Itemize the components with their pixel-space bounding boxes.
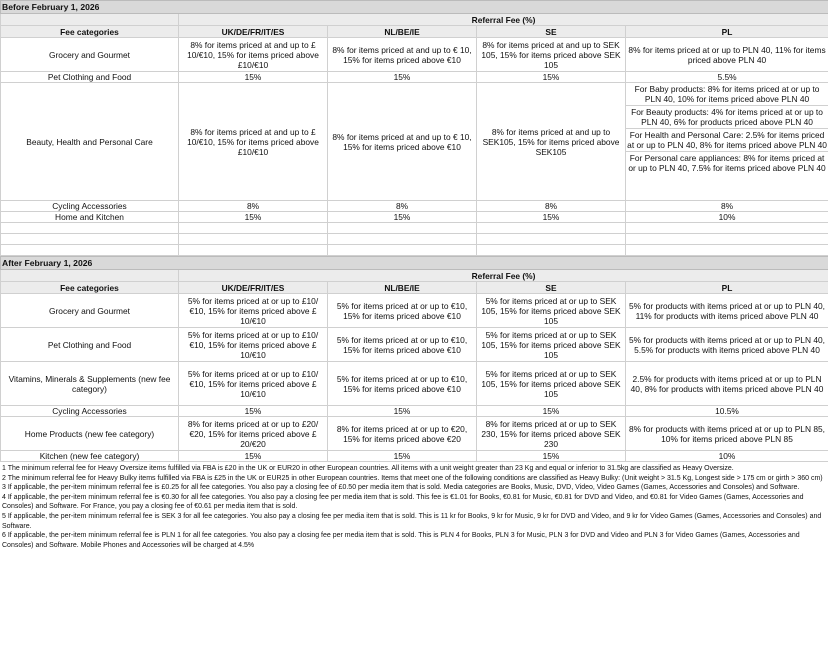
cell-pl[interactable]: 10.5% [626,406,828,417]
col-header-se[interactable]: SE [477,282,626,294]
cell-se[interactable]: 5% for items priced at or up to SEK 105, 15% for items priced above SEK 105 [477,328,626,362]
cell-se[interactable]: 8% for items priced at or up to SEK 230, 15% for items priced above SEK 230 [477,417,626,451]
section-title-row [1,1,828,14]
table-row [1,294,828,328]
cell-category[interactable]: Cycling Accessories [1,406,179,417]
cell-uk[interactable]: 5% for items priced at or up to £10/ €10, 15% for items priced above £ 10/€10 [179,362,328,406]
referral-fee-header[interactable]: Referral Fee (%) [179,14,828,26]
table-row [1,83,828,201]
cell-category[interactable]: Grocery and Gourmet [1,294,179,328]
table-row [1,362,828,406]
cell-category[interactable]: Home and Kitchen [1,212,179,223]
cell-category[interactable]: Vitamins, Minerals & Supplements (new fee category) [1,362,179,406]
cell-se[interactable]: 5% for items priced at or up to SEK 105, 15% for items priced above SEK 105 [477,294,626,328]
cell-se[interactable]: 5% for items priced at or up to SEK 105, 15% for items priced above SEK 105 [477,362,626,406]
cell-nl[interactable]: 8% for items priced at and up to € 10, 15% for items priced above €10 [328,83,477,201]
empty-row [1,234,828,245]
after-table [0,256,828,462]
col-header-uk[interactable]: UK/DE/FR/IT/ES [179,282,328,294]
cell-pl[interactable]: 8% for products with items priced at or up to PLN 85, 10% for items priced above PLN 85 [626,417,828,451]
cell-category[interactable]: Grocery and Gourmet [1,38,179,72]
cell-pl[interactable]: 10% [626,451,828,462]
cell-category[interactable]: Beauty, Health and Personal Care [1,83,179,201]
cell-nl[interactable]: 15% [328,72,477,83]
cell-pl[interactable]: 10% [626,212,828,223]
cell-se[interactable]: 8% for items priced at and up to SEK105, 15% for items priced above SEK105 [477,83,626,201]
cell-uk[interactable]: 15% [179,72,328,83]
before-table [0,0,828,256]
footnote-6: 6 If applicable, the per-item minimum referral fee is PLN 1 for all fee categories. You also pay a closing fee per media item that is sold. This is PLN 4 for Books, PLN 3 for Music, PLN 3 for DVD and Video and PLN 3 for Video Games (Games, Accessories and Consoles) and Software. Mobile Phones and Accessories will be charged at 4.5% [2,532,800,549]
cell-pl-subrows [626,83,828,201]
table-row [1,72,828,83]
col-header-nl[interactable]: NL/BE/IE [328,26,477,38]
cell-nl[interactable]: 8% [328,201,477,212]
col-header-pl[interactable]: PL [626,26,828,38]
cell-se[interactable]: 15% [477,406,626,417]
table-row [1,38,828,72]
cell-category[interactable]: Cycling Accessories [1,201,179,212]
pl-beauty-cell[interactable]: For Beauty products: 4% for items priced at or up to PLN 40, 6% for products priced above PLN 40 [626,106,828,129]
cell-nl[interactable]: 5% for items priced at or up to €10, 15% for items priced above €10 [328,328,477,362]
referral-fee-header[interactable]: Referral Fee (%) [179,270,828,282]
footnote-5: 5 If applicable, the per-item minimum referral fee is SEK 3 for all fee categories. You also pay a closing fee per media item that is sold. This is 11 kr for Books, 9 kr for Music, 9 kr for DVD and Video, and 9 kr for Video Games (Games, Accessories and Consoles) and Software. [2,512,822,530]
footnote-2: 2 The minimum referral fee for Heavy Bulky items fulfilled via FBA is £25 in the UK or EUR25 in other European countries. Items that meet one of the following conditions are classified as Heavy Bulky: (Unit weight > 31.5 Kg, Longest side > 175 cm or girth > 360 cm) [2,474,823,482]
col-header-categories[interactable]: Fee categories [1,26,179,38]
cell-nl[interactable]: 15% [328,212,477,223]
cell-pl[interactable]: 5% for products with items priced at or up to PLN 40, 11% for products with items priced above PLN 40 [626,294,828,328]
table-row [1,451,828,462]
col-header-nl[interactable]: NL/BE/IE [328,282,477,294]
cell-nl[interactable]: 15% [328,406,477,417]
cell-uk[interactable]: 15% [179,406,328,417]
footnotes [0,464,828,550]
after-section-title[interactable]: After February 1, 2026 [1,257,828,270]
cell-category[interactable]: Home Products (new fee category) [1,417,179,451]
cell-uk[interactable]: 15% [179,451,328,462]
footnote-4: 4 If applicable, the per-item minimum referral fee is €0.30 for all fee categories. You also pay a closing fee per media item that is sold. This fee is €1.01 for Books, €0.81 for Music, €0.81 for DVD and Video, and €0.81 for Video Games (Games, Accessories and Consoles) and Software. For France, you pay a closing fee of €0.61 per media item that is sold. [2,493,804,511]
col-header-categories[interactable]: Fee categories [1,282,179,294]
cell-nl[interactable]: 8% for items priced at and up to € 10, 15% for items priced above €10 [328,38,477,72]
cell-se[interactable]: 15% [477,212,626,223]
cell-se[interactable]: 15% [477,72,626,83]
pl-baby-cell[interactable]: For Baby products: 8% for items priced at or up to PLN 40, 10% for items priced above PLN 40 [626,83,828,106]
cell-uk[interactable]: 5% for items priced at or up to £10/ €10, 15% for items priced above £ 10/€10 [179,328,328,362]
cell-uk[interactable]: 8% for items priced at or up to £20/ €20, 15% for items priced above £ 20/€20 [179,417,328,451]
cell-se[interactable]: 15% [477,451,626,462]
col-header-pl[interactable]: PL [626,282,828,294]
cell-nl[interactable]: 15% [328,451,477,462]
cell-uk[interactable]: 8% [179,201,328,212]
cell-uk[interactable]: 8% for items priced at and up to £ 10/€10, 15% for items priced above £10/€10 [179,83,328,201]
cell-se[interactable]: 8% [477,201,626,212]
cell-nl[interactable]: 5% for items priced at or up to €10, 15% for items priced above €10 [328,294,477,328]
footnote-1: 1 The minimum referral fee for Heavy Oversize items fulfilled via FBA is £20 in the UK or EUR20 in other European countries. All items with a unit weight greater than 23 Kg and equal or inferior to 31.5kg are classified as Heavy Oversize. [2,465,734,472]
referral-fee-header-row [1,14,828,26]
cell-pl[interactable]: 5.5% [626,72,828,83]
table-row [1,406,828,417]
cell-pl[interactable]: 5% for products with items priced at or up to PLN 40, 5.5% for products with items priced above PLN 40 [626,328,828,362]
cell-category[interactable]: Pet Clothing and Food [1,328,179,362]
cell-uk[interactable]: 15% [179,212,328,223]
cell-category[interactable]: Kitchen (new fee category) [1,451,179,462]
column-header-row [1,282,828,294]
table-row [1,201,828,212]
col-header-se[interactable]: SE [477,26,626,38]
cell-pl[interactable]: 8% [626,201,828,212]
cell-nl[interactable]: 5% for items priced at or up to €10, 15% for items priced above €10 [328,362,477,406]
referral-fee-header-row [1,270,828,282]
cell-category[interactable]: Pet Clothing and Food [1,72,179,83]
table-row [1,212,828,223]
pl-health-cell[interactable]: For Health and Personal Care: 2.5% for items priced at or up to PLN 40, 8% for items priced above PLN 40 [627,130,827,150]
cell-se[interactable]: 8% for items priced at and up to SEK 105, 15% for items priced above SEK 105 [477,38,626,72]
column-header-row [1,26,828,38]
cell-uk[interactable]: 5% for items priced at or up to £10/ €10, 15% for items priced above £ 10/€10 [179,294,328,328]
before-section-title[interactable]: Before February 1, 2026 [1,1,828,14]
table-row [1,417,828,451]
pl-appliances-cell[interactable]: For Personal care appliances: 8% for items priced at or up to PLN 40, 7.5% for items priced above PLN 40 [628,153,826,173]
footnote-3: 3 If applicable, the per-item minimum referral fee is £0.25 for all fee categories. You also pay a closing fee of £0.50 per media item that is sold. Media categories are Books, Music, DVD, Video, Video Games (Games, Accessories and Consoles) and Software. [2,484,800,492]
empty-row [1,223,828,234]
col-header-uk[interactable]: UK/DE/FR/IT/ES [179,26,328,38]
empty-row [1,245,828,256]
cell-nl[interactable]: 8% for items priced at or up to €20, 15% for items priced above €20 [328,417,477,451]
section-title-row [1,257,828,270]
table-row [1,328,828,362]
cell-pl[interactable]: 2.5% for products with items priced at or up to PLN 40, 8% for products with items priced above PLN 40 [626,362,828,406]
cell-uk[interactable]: 8% for items priced at and up to £ 10/€10, 15% for items priced above £10/€10 [179,38,328,72]
cell-pl[interactable]: 8% for items priced at or up to PLN 40, 11% for items priced above PLN 40 [626,38,828,72]
